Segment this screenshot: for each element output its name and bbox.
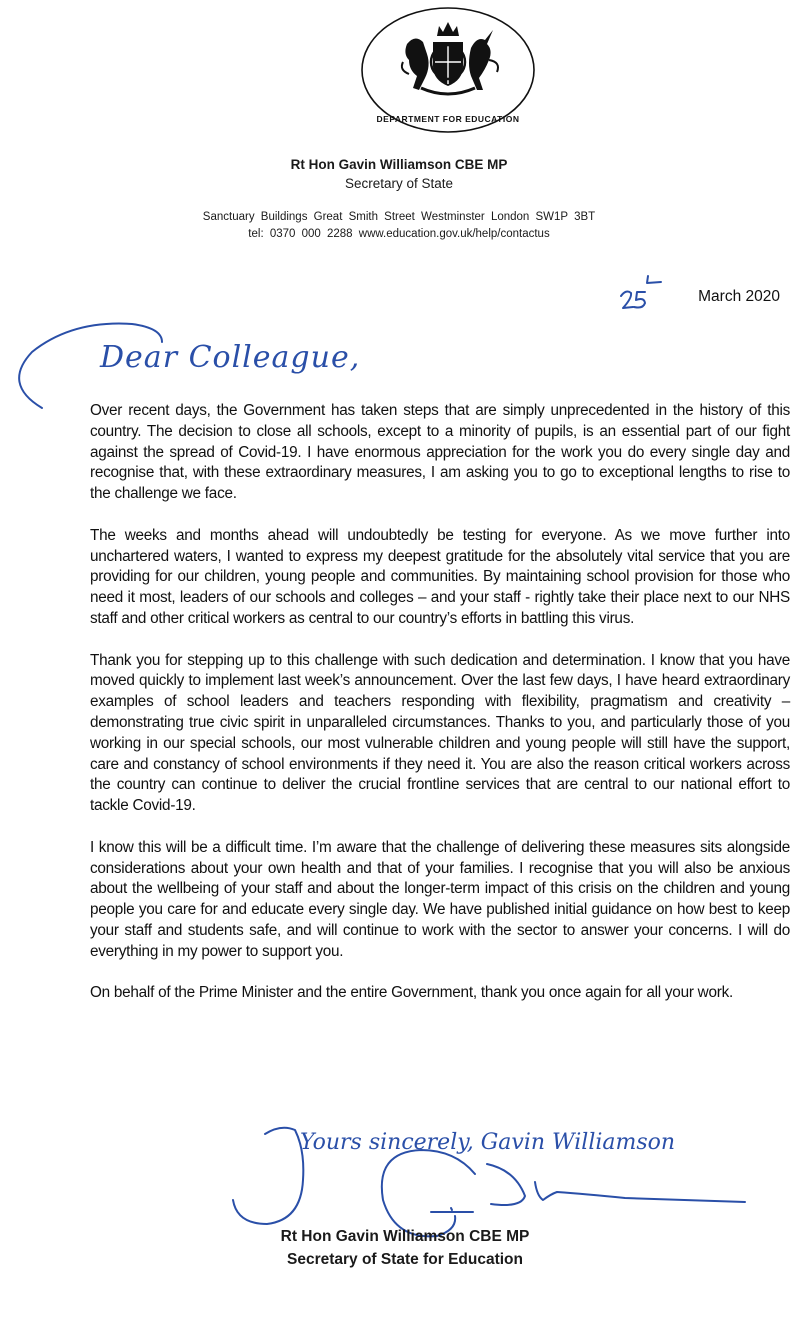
body-paragraph: I know this will be a difficult time. I’m aware that the challenge of delivering these measures sits alongside considerations about your own health and that of your families. I recognise that you will also be anxious about the wellbeing of your staff and about the longer-term impact of this crisis on the children and young people you care for and educate every single day. We have published initial guidance on how best to keep your staff and students safe, and will continue to work with the sector to answer your concerns. I will do everything in my power to support you. [90,838,790,960]
body-paragraph: On behalf of the Prime Minister and the entire Government, thank you once again for all your work. [90,984,733,1002]
handwritten-greeting: Dear Colleague, [100,340,361,375]
letterhead-address: Sanctuary Buildings Great Smith Street Westminster London SW1P 3BT [202,211,596,223]
letterhead-sender-name: Rt Hon Gavin Williamson CBE MP [290,157,508,172]
body-paragraph: Over recent days, the Government has taken steps that are simply unprecedented in the history of this country. The decision to close all schools, except to a minority of pupils, is an essential part of our fight against the spread of Covid-19. I have enormous appreciation for the work you do every single day and recognise that, with these extraordinary measures, I am asking you to go to exceptional lengths to rise to the challenge we face. [90,402,790,503]
handwritten-signoff: Yours sincerely, Gavin Williamson [300,1130,676,1155]
letterhead-sender-title: Secretary of State [344,176,454,191]
royal-crest-icon [359,4,537,136]
signatory-name: Rt Hon Gavin Williamson CBE MP [280,1228,530,1245]
body-paragraph: The weeks and months ahead will undoubtedly be testing for everyone. As we move further into unchartered waters, I wanted to express my deepest gratitude for the absolutely vital service that you are providing for our children, young people and communities. By maintaining school provision for those who need it most, leaders of our schools and colleges – and your staff - rightly take their place next to our NHS staff and other critical workers as central to our country’s efforts in battling this virus. [90,526,790,627]
body-paragraph: Thank you for stepping up to this challenge with such dedication and determination. I know that you have moved quickly to implement last week’s announcement. Over the last few days, I have heard extraordinary examples of school leaders and teachers responding with flexibility, pragmatism and creativity – demonstrating true civic spirit in unparalleled circumstances. Thanks to you, and particularly those of you working in our special schools, our most vulnerable children and young people will still have the support, care and constancy of school environments if they need it. You are also the reason critical workers across the country can continue to deliver the crucial frontline services that are central to our national effort to tackle Covid-19. [90,651,790,815]
date-month-year: March 2020 [698,288,780,305]
handwritten-date-day [618,272,668,312]
signatory-title: Secretary of State for Education [286,1251,523,1268]
letter-body [90,401,790,1025]
department-for-education-logo [359,4,537,136]
svg-text:DEPARTMENT FOR EDUCATION: DEPARTMENT FOR EDUCATION [376,114,520,124]
letterhead-contact: tel: 0370 000 2288 www.education.gov.uk/help/contactus [248,228,550,240]
